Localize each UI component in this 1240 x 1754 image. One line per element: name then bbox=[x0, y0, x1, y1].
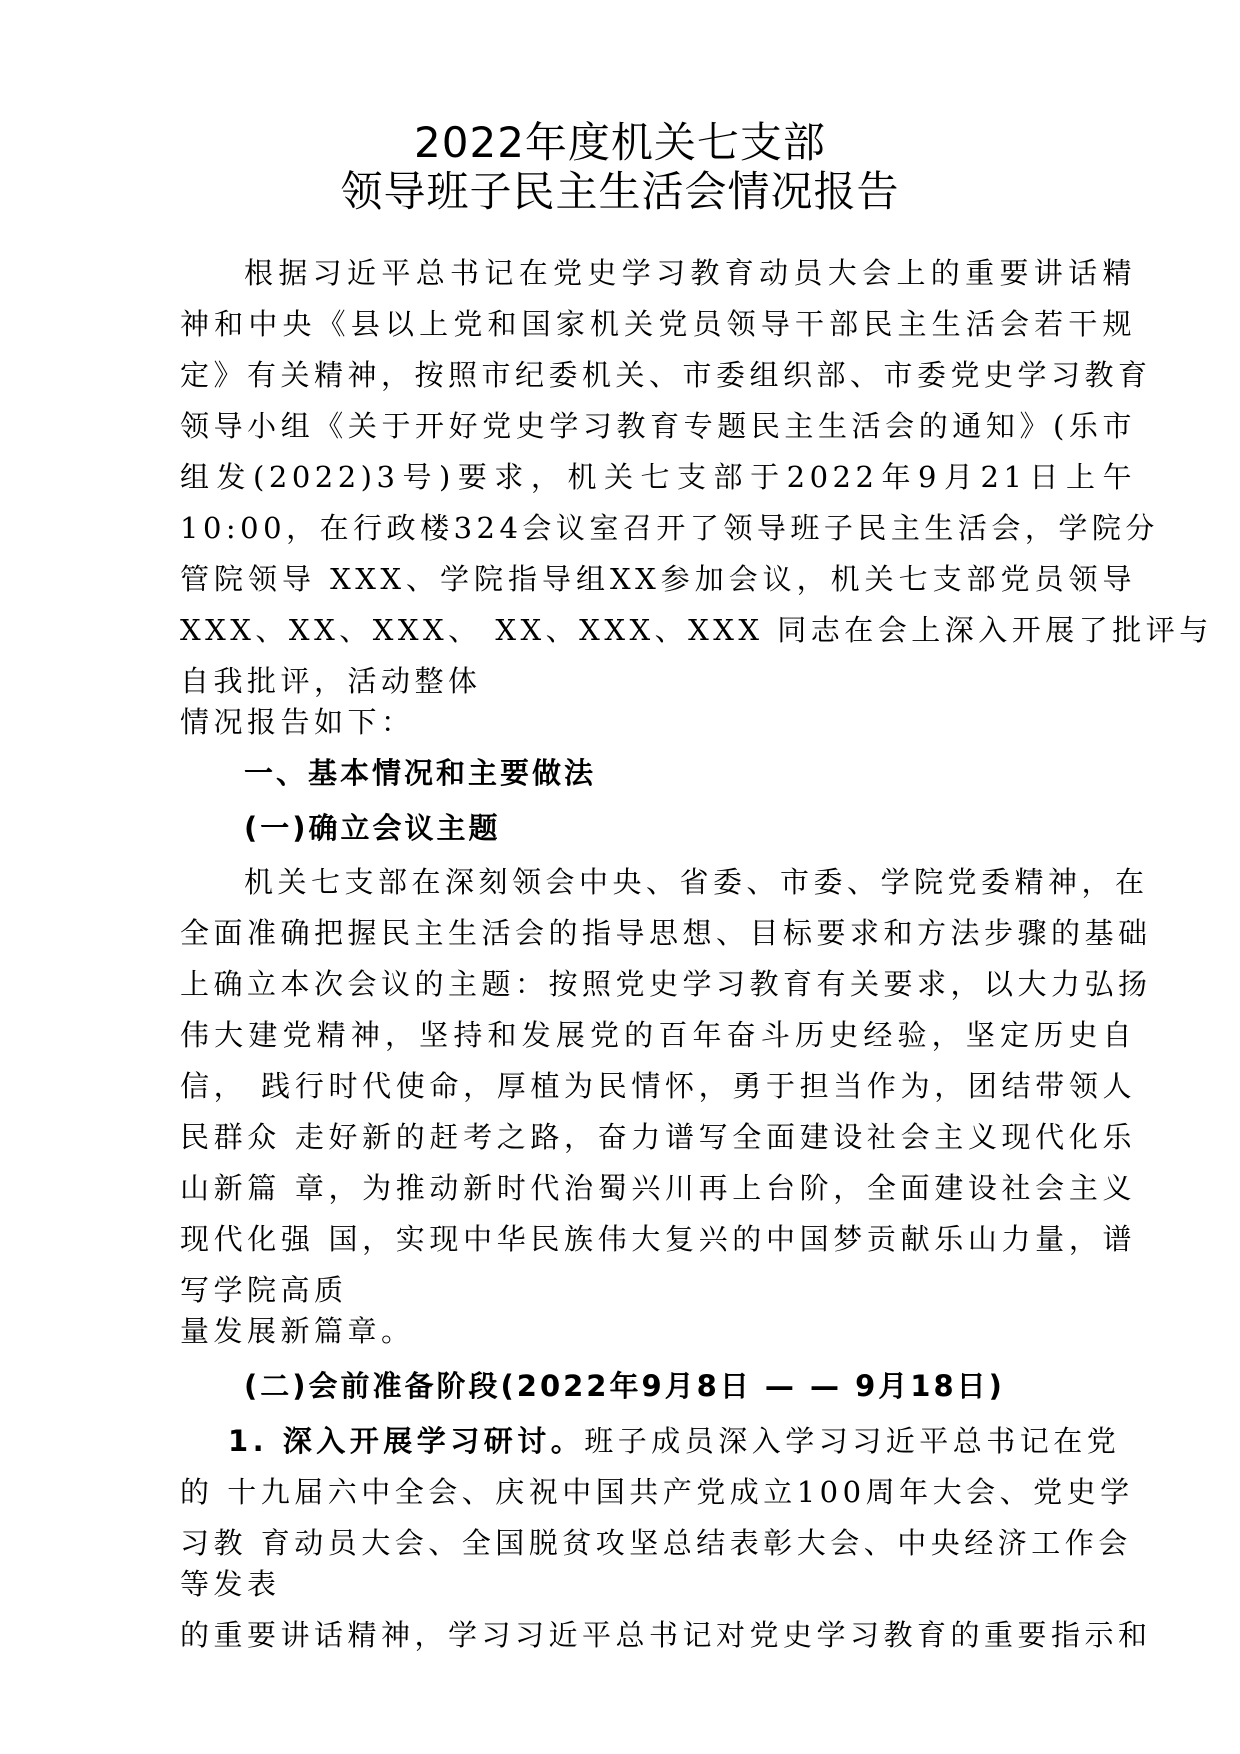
body-line: 神和中央《县以上党和国家机关党员领导干部民主生活会若干规 bbox=[180, 307, 1136, 341]
body-line: 的 十九届六中全会、庆祝中国共产党成立100周年大会、党史学 bbox=[180, 1475, 1134, 1509]
body-line: 的重要讲话精神，学习习近平总书记对党史学习教育的重要指示和 bbox=[180, 1618, 1152, 1652]
body-line: 10:00，在行政楼324会议室召开了领导班子民主生活会，学院分 bbox=[180, 511, 1159, 545]
subsection-heading-2: (二)会前准备阶段(2022年9月8日 — — 9月18日) bbox=[244, 1369, 1005, 1403]
body-line: 组发(2022)3号)要求，机关七支部于2022年9月21日上午 bbox=[180, 460, 1136, 494]
body-line-with-lead bbox=[228, 1421, 1136, 1461]
body-line: 山新篇 章，为推动新时代治蜀兴川再上台阶，全面建设社会主义 bbox=[180, 1171, 1136, 1205]
bold-lead-text: 1. 深入开展学习研讨。 bbox=[228, 1424, 585, 1458]
body-line: 上确立本次会议的主题：按照党史学习教育有关要求，以大力弘扬 bbox=[180, 967, 1152, 1001]
body-line: 领导小组《关于开好党史学习教育专题民主生活会的通知》(乐市 bbox=[180, 409, 1136, 443]
body-line: 根据习近平总书记在党史学习教育动员大会上的重要讲话精 bbox=[244, 256, 1136, 290]
body-line: 全面准确把握民主生活会的指导思想、目标要求和方法步骤的基础 bbox=[180, 916, 1152, 950]
body-line: 情况报告如下： bbox=[180, 705, 415, 739]
document-title-line1: 2022年度机关七支部 bbox=[414, 118, 826, 167]
section-heading-1: 一、基本情况和主要做法 bbox=[244, 756, 597, 790]
document-title-line2: 领导班子民主生活会情况报告 bbox=[340, 167, 900, 216]
body-line: 习教 育动员大会、全国脱贫攻坚总结表彰大会、中央经济工作会 bbox=[180, 1526, 1132, 1560]
body-line: 自我批评，活动整体 bbox=[180, 664, 482, 698]
body-line: 机关七支部在深刻领会中央、省委、市委、学院党委精神，在 bbox=[244, 865, 1149, 899]
lead-continuation: 班子成员深入学习习近平总书记在党 bbox=[584, 1424, 1121, 1458]
body-line: 伟大建党精神，坚持和发展党的百年奋斗历史经验，坚定历史自 bbox=[180, 1018, 1136, 1052]
body-line: XXX、XX、XXX、 XX、XXX、XXX 同志在会上深入开展了批评与 bbox=[180, 613, 1213, 647]
body-line: 管院领导 XXX、学院指导组XX参加会议，机关七支部党员领导 bbox=[180, 562, 1136, 596]
body-line: 定》有关精神，按照市纪委机关、市委组织部、市委党史学习教育 bbox=[180, 358, 1152, 392]
body-line: 等发表 bbox=[180, 1567, 281, 1601]
body-line: 民群众 走好新的赶考之路，奋力谱写全面建设社会主义现代化乐 bbox=[180, 1120, 1136, 1154]
subsection-heading-1: (一)确立会议主题 bbox=[244, 811, 501, 845]
body-line: 现代化强 国，实现中华民族伟大复兴的中国梦贡献乐山力量，谱 bbox=[180, 1222, 1136, 1256]
body-line: 写学院高质 bbox=[180, 1273, 348, 1307]
body-line: 量发展新篇章。 bbox=[180, 1314, 415, 1348]
body-line: 信， 践行时代使命，厚植为民情怀，勇于担当作为，团结带领人 bbox=[180, 1069, 1136, 1103]
